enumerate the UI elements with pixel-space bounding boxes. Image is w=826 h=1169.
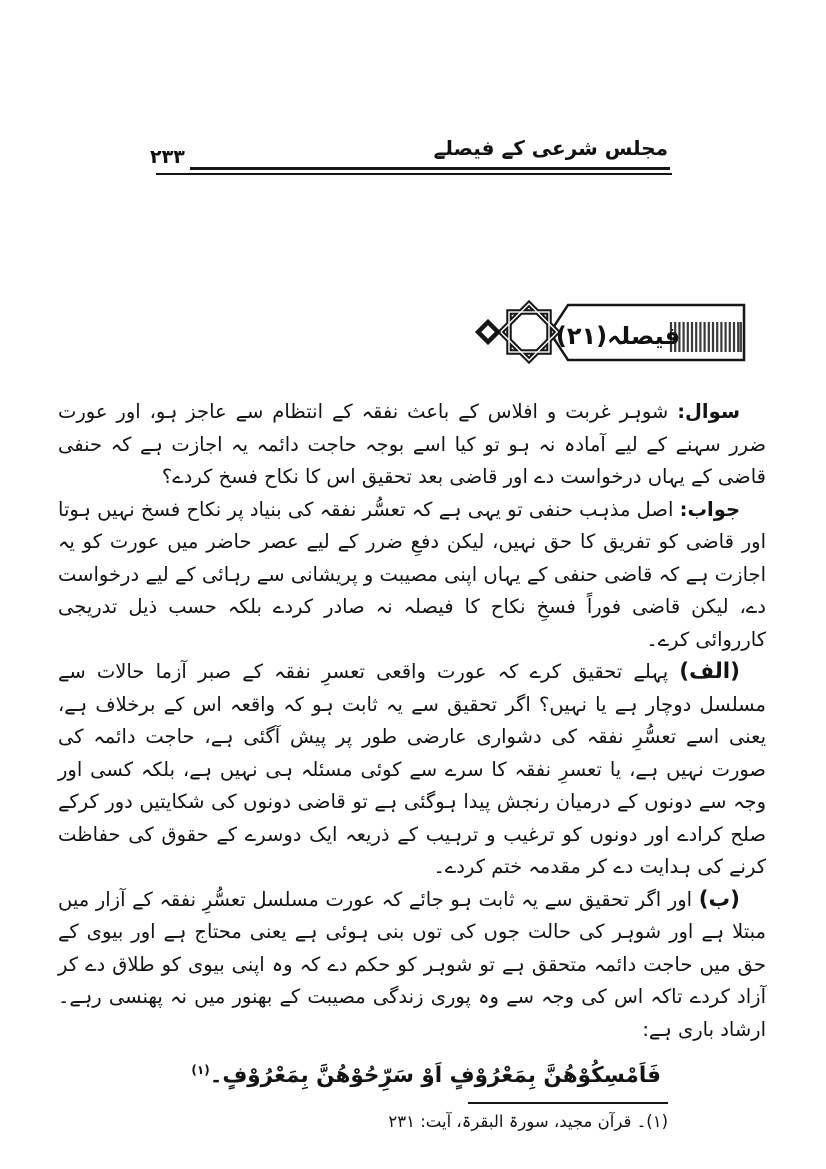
point-a-paragraph (58, 656, 766, 884)
answer-paragraph (58, 494, 766, 657)
quran-verse (58, 1052, 766, 1094)
banner-label: فیصلہ(۲۱) (555, 322, 681, 350)
point-a-lead: (الف) (679, 659, 740, 684)
question-text: شوہر غربت و افلاس کے باعث نفقہ کے انتظام سے عاجز ہو، اور عورت ضرر سہنے کے لیے آمادہ نہ ہو تو کیا اسے بوجہ حاجت دائمہ یہ اجازت ہے کہ حنفی قاضی کے یہاں درخواست دے اور قاضی بعد تحقیق اس کا نکاح فسخ کردے؟ (58, 400, 766, 488)
page-number: ۲۳۳ (150, 146, 185, 168)
diamond-icon (478, 322, 498, 342)
question-lead: سوال: (677, 400, 740, 423)
header-rule-lower (156, 173, 672, 175)
footnote-block (388, 1102, 668, 1134)
question-paragraph (58, 396, 766, 494)
verse-footnote-marker: (۱) (191, 1063, 210, 1077)
body-text (58, 396, 766, 1134)
footnote-separator (468, 1102, 668, 1104)
point-b-lead: (ب) (698, 886, 740, 912)
point-b-text: اور اگر تحقیق سے یہ ثابت ہو جائے کہ عورت مسلسل تعسُّرِ نفقہ کے آزار میں مبتلا ہے اور شوہر کی حالت جوں کی توں بنی ہوئی ہے یعنی محتاج ہے اور بیوی کے حق میں حاجت دائمہ متحقق ہے تو شوہر کو حکم دے کہ وہ اپنی بیوی کو طلاق دے کر آزاد کردے تاکہ اس کی وجہ سے وہ پوری زندگی مصیبت کے بھنور میں نہ پھنسی رہے۔ ارشاد باری ہے: (58, 887, 766, 1041)
answer-lead: جواب: (679, 497, 740, 521)
point-b-paragraph (58, 884, 766, 1047)
footnote-text: (۱)۔ قرآن مجید، سورۃ البقرۃ، آیت: ۲۳۱ (388, 1112, 668, 1132)
running-header-title: مجلس شرعی کے فیصلے (433, 136, 668, 160)
answer-text: اصل مذہب حنفی تو یہی ہے کہ تعسُّر نفقہ کی بنیاد پر نکاح فسخ نہیں ہوتا اور قاضی کو تفریق کا حق نہیں، لیکن دفعِ ضرر کے لیے عصر حاضر میں عورت کو یہ اجازت ہے کہ قاضی حنفی کے یہاں اپنی مصیبت و پریشانی سے رہائی کے لیے درخواست دے، لیکن قاضی فوراً فسخِ نکاح کا فیصلہ نہ صادر کردے بلکہ حسب ذیل تدریجی کارروائی کرے۔ (58, 497, 766, 651)
point-a-text: پہلے تحقیق کرے کہ عورت واقعی تعسرِ نفقہ کے صبر آزما حالات سے مسلسل دوچار ہے یا نہیں؟ اگر تحقیق سے یہ ثابت ہو کہ واقعہ اس کے برخلاف ہے، یعنی اسے تعسُّرِ نفقہ کی دشواری عارضی طور پر پیش آگئی ہے، حاجت دائمہ کی صورت نہیں ہے، یا تعسرِ نفقہ کا سرے سے کوئی مسئلہ ہی نہیں ہے، بلکہ کسی اور وجہ سے دونوں کے درمیان رنجش پیدا ہوگئی ہے تو قاضی دونوں کی شکایتیں دور کرکے صلح کرادے اور دونوں کو ترغیب و ترہیب کے ذریعہ ایک دوسرے کے حقوق کی حفاظت کرنے کی ہدایت دے کر مقدمہ ختم کردے۔ (58, 660, 766, 878)
header-rule-upper (190, 167, 670, 170)
star-knot-inner-icon (501, 304, 558, 361)
verse-arabic: فَاَمْسِكُوْهُنَّ بِمَعْرُوْفٍ اَوْ سَرِّحُوْهُنَّ بِمَعْرُوْفٍ۔ (209, 1063, 661, 1089)
decision-banner (472, 296, 752, 370)
